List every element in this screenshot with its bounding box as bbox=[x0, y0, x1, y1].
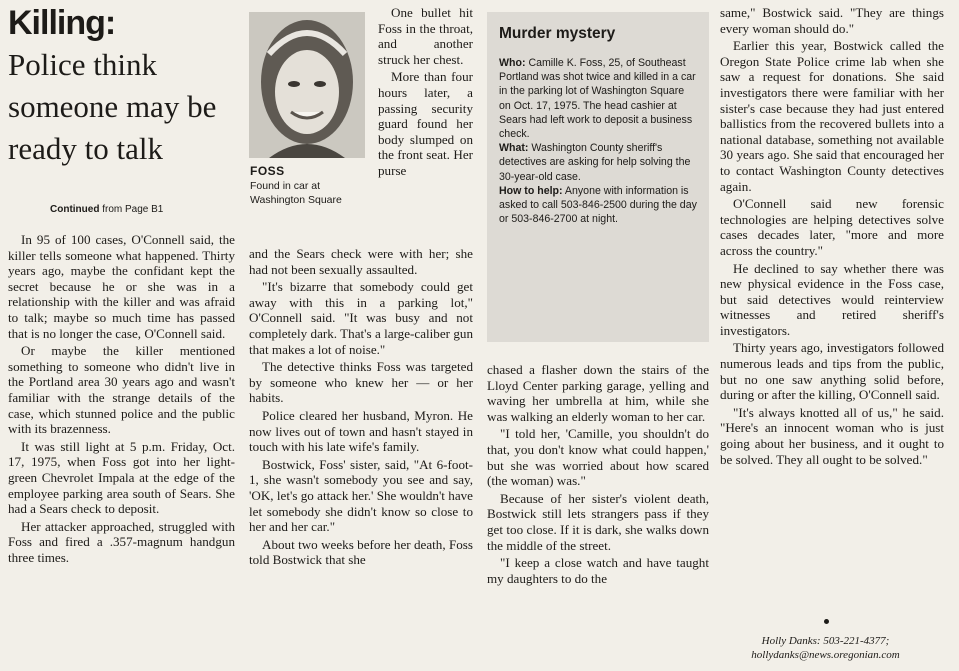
article-paragraph: The detective thinks Foss was targeted by someone who knew her — or her habits. bbox=[249, 359, 473, 406]
article-paragraph: It was still light at 5 p.m. Friday, Oct. 17, 1975, when Foss got into her light-green Chevrolet Impala at the edge of the employee parking area south of Sears. She had a Sears check to deposit. bbox=[8, 438, 235, 517]
portrait-illustration bbox=[249, 12, 365, 158]
headline-kicker: Killing: bbox=[8, 4, 116, 42]
article-paragraph: More than four hours later, a passing security guard found her body slumped on the front seat. Her purse bbox=[378, 69, 473, 178]
continued-from: from Page B1 bbox=[102, 204, 164, 215]
article-paragraph: In 95 of 100 cases, O'Connell said, the killer tells someone what happened. Thirty years ago, maybe the confidant kept the secret because he or she was in a relationship with the killer and was afraid to talk; maybe so much time has passed that is no longer the case, O'Connell said. bbox=[8, 232, 235, 341]
article-paragraph: Her attacker approached, struggled with Foss and fired a .357-magnum handgun three times. bbox=[8, 518, 235, 565]
sidebar-how-text: Anyone with information is asked to call 503-846-2500 during the day or 503-846-2700 at night. bbox=[499, 184, 697, 226]
article-paragraph: "It's always knotted all of us," he said. "Here's an innocent woman who is just going about her business, and it ought to be solved. They all ought to be solved." bbox=[720, 404, 944, 467]
photo-caption-name: FOSS bbox=[250, 164, 285, 178]
sidebar-how-label: How to help: bbox=[499, 184, 563, 197]
sidebar-how bbox=[499, 184, 697, 227]
sidebar-what bbox=[499, 141, 697, 184]
reporter-name-phone: Holly Danks: 503-221-4377; bbox=[761, 635, 890, 647]
sidebar-who bbox=[499, 56, 697, 141]
portrait-photo bbox=[249, 12, 365, 158]
article-paragraph: "I told her, 'Camille, you shouldn't do that, you don't know what could happen,' but she was worried about how scared (the woman) was." bbox=[487, 426, 709, 489]
article-paragraph: Police cleared her husband, Myron. He now lives out of town and hasn't stayed in touch with his late wife's family. bbox=[249, 407, 473, 455]
sidebar-who-label: Who: bbox=[499, 57, 526, 69]
article-paragraph: chased a flasher down the stairs of the Lloyd Center parking garage, yelling and waving her umbrella at him, while she was walking an elderly woman to her car. bbox=[487, 362, 709, 424]
article-paragraph: "I keep a close watch and have taught my daughters to do the bbox=[487, 555, 709, 586]
article-paragraph: Because of her sister's violent death, Bostwick still lets strangers pass if they get too close. If it is dark, she walks down the middle of the street. bbox=[487, 490, 709, 553]
article-column-3 bbox=[487, 362, 709, 586]
reporter-email: hollydanks@news.oregonian.com bbox=[751, 649, 900, 661]
article-paragraph: Earlier this year, Bostwick called the Oregon State Police crime lab when she saw a request for donations. She said investigators there were familiar with her sister's case because they had just entered ballistics from the recovered bullets into a national database, something not available 30 years ago. She said that encouraged her to contact Washington County detectives again. bbox=[720, 38, 944, 194]
article-paragraph: Or maybe the killer mentioned something to someone who didn't live in the Portland area 30 years ago and wasn't familiar with the strange details of the case, which stunned police and the public with its brazenness. bbox=[8, 343, 235, 437]
sidebar-what-label: What: bbox=[499, 142, 529, 155]
sidebar-who-text: Camille K. Foss, 25, of Southeast Portland was shot twice and killed in a car in the parking lot of Washington Square on Oct. 17, 1975. The head cashier at Sears had left work to deposit a business check. bbox=[499, 57, 696, 141]
article-paragraph: He declined to say whether there was new physical evidence in the Foss case, but said detectives would reinterview witnesses and retired sheriff's investigators. bbox=[720, 260, 944, 338]
article-column-2 bbox=[249, 246, 473, 568]
reporter-signature bbox=[718, 634, 933, 662]
sidebar-what-text: Washington County sheriff's detectives are asking for help solving the 30-year-old case. bbox=[499, 142, 691, 183]
headline: Police think someone may be ready to talk bbox=[8, 47, 217, 166]
sidebar-title: Murder mystery bbox=[499, 25, 616, 42]
article-paragraph: About two weeks before her death, Foss told Bostwick that she bbox=[249, 536, 473, 568]
article-paragraph: and the Sears check were with her; she had not been sexually assaulted. bbox=[249, 246, 473, 277]
murder-mystery-sidebar bbox=[487, 12, 709, 342]
photo-caption: Found in car at Washington Square bbox=[250, 180, 342, 206]
article-column-1 bbox=[8, 232, 235, 565]
continued-label: Continued bbox=[50, 204, 100, 215]
article-paragraph: Thirty years ago, investigators followed numerous leads and tips from the public, but no one saw anything solid before, during or after the killing, O'Connell said. bbox=[720, 340, 944, 403]
article-paragraph: One bullet hit Foss in the throat, and another struck her chest. bbox=[378, 5, 473, 67]
end-bullet bbox=[824, 619, 829, 624]
article-paragraph: same," Bostwick said. "They are things every woman should do." bbox=[720, 5, 944, 36]
article-paragraph: "It's bizarre that somebody could get away with this in a parking lot," O'Connell said. "It was busy and not completely dark. That's a large-caliber gun that makes a lot of noise." bbox=[249, 279, 473, 357]
article-column-4 bbox=[720, 5, 944, 467]
article-column-2-top bbox=[378, 5, 473, 179]
continued-line bbox=[50, 204, 163, 215]
article-paragraph: O'Connell said new forensic technologies are helping detectives solve cases decades later, "more and more across the country." bbox=[720, 196, 944, 258]
article-paragraph: Bostwick, Foss' sister, said, "At 6-foot-1, she wasn't somebody you see and say, 'OK, let's go attack her.' She wouldn't have let somebody she didn't know so close to her and her car." bbox=[249, 456, 473, 535]
